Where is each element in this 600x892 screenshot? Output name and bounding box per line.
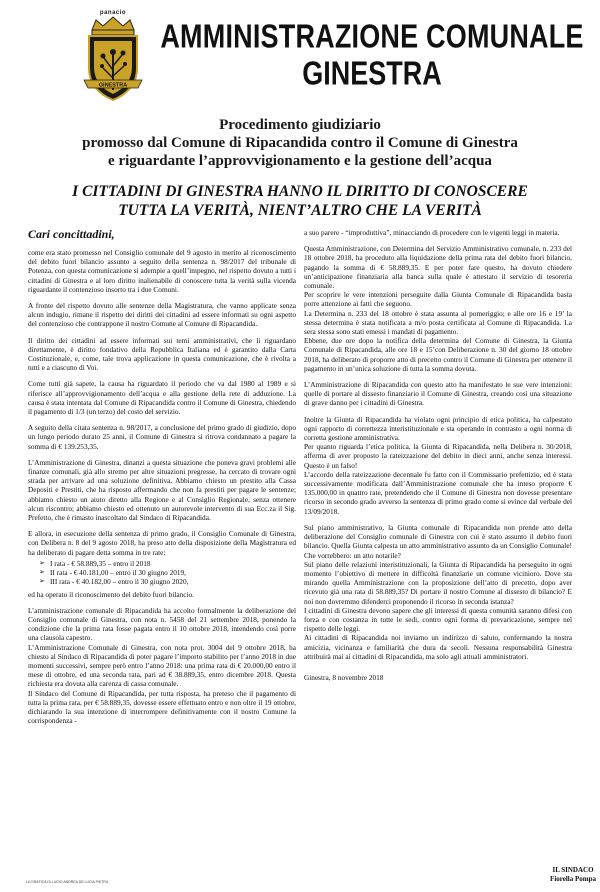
place-date: Ginestra, 8 novembre 2018: [304, 672, 384, 682]
header: [22, 0, 584, 112]
printer-note: LA GRAFICA DI LUCIO ANDREA DE LUCIA PIETRA: [26, 880, 109, 884]
paragraph: Come tutti già sapete, la causa ha riguardato il periodo che va dal 1980 al 1989 e si riferisce all’approvvigionamento dell’acqua e alla gestione della rete di adduzione. La causa è stata intentata dal Comune di Ripacandida contro il Comune di Ginestra, chiedendo il pagamento di 1/3 (un terzo) del costo del servizio.: [28, 379, 296, 417]
signature-role: IL SINDACO: [552, 866, 594, 874]
masthead-town: GINESTRA: [302, 54, 442, 92]
crest-band-text: GINESTRA: [98, 82, 128, 89]
paragraph: L’Amministrazione di Ginestra, dinanzi a questa situazione che poneva gravi problemi alle finanze comunali, già allo stremo per altre situazioni pregresse, ha cercato di trovare ogni strada per arrivare ad una soluzione definitiva. Abbiamo chiesto un prestito alla Cassa Depositi e Prestiti, che ha risposto affermando che non fa prestiti per pagare le sentenze; abbiamo chiesto un aiuto diretto alla Regione e al Consiglio Regionale, senza ottenere alcun riscontro; abbiamo chiesto ed ottenuto un autorevole intervento di sua Ecc.za il Sig. Prefetto, che è rimasto inascoltato dal Sindaco di Ripacandida.: [28, 457, 296, 523]
procedure-line-1: Procedimento giudiziario: [219, 117, 381, 133]
signature-name: Fiorella Pompa: [550, 875, 596, 883]
procedure-line-2: promosso dal Comune di Ripacandida contro il Comune di Ginestra: [82, 135, 518, 151]
paragraph: Per quanto riguarda l’etica politica, la Giunta di Ripacandida, nella Delibera n. 30/2018, afferma di aver proposto la rateizzazione del debito in dieci anni, anche senza interessi. Questo è un falso!: [304, 442, 572, 470]
paragraph: ed ha operato il riconoscimento del debito fuori bilancio.: [28, 589, 194, 599]
paragraph: Ai cittadini di Ripacandida noi inviamo un indirizzo di saluto, confermando la nostra amicizia, vicinanza e familiarità che dura da secoli. Nessuna responsabilità Ginestra attribuirà mai ai cittadini di Ripacandida, ma solo agli attuali amministratori.: [304, 633, 572, 661]
paragraph: E allora, in esecuzione della sentenza di primo grado, il Consiglio Comunale di Ginestra, con Delibera n. 8 del 9 agosto 2018, ha preso atto della disposizione della Magistratura ed ha deliberato di pagare detta somma in tre rate:: [28, 529, 296, 557]
slogan-heading: [22, 182, 578, 220]
left-column: [28, 228, 296, 868]
paragraph: L’accordo della rateizzazione decennale fu fatto con il Commissario prefettizio, ed è stata successivamente modificata dall’Amministrazione comunale che ha inteso proporre € 135.000,00 in quattro rate, pretendendo che il Comune di Ginestra non dovesse presentare ricorso in secondo grado avverso la sentenza di primo grado come si evince dal verbale del 13/09/2018.: [304, 469, 572, 516]
paragraph: Sul piano delle relazioni interistituzionali, la Giunta di Ripacandida ha perseguito in ogni momento l’obiettivo di mettere in difficoltà finanziarie un comune vicinioro. Dove sta mirando quella Amministrazione con la proposizione dell’atto di precetto, dopo aver ricevuto già una rata di 58.889,35? Di portare il nostro Comune al dissesto di bilancio? E noi non dovremmo difenderci proponendo il ricorso in seconda istanza?: [304, 559, 572, 606]
paragraph: Per scoprire le vere intenzioni perseguite dalla Giunta Comunale di Ripacandida basta porre attenzione ai fatti che seguono.: [304, 290, 572, 309]
paragraph: I cittadini di Ginestra devono sapere che gli interessi di questa comunità saranno difesi con forza e con costanza in tutte le sedi, contro ogni forma di prevaricazione, sempre nel rispetto delle leggi.: [304, 605, 572, 634]
installment-item: ➢ III rata - € 40.182,00 – entro il 30 giugno 2020,: [50, 577, 296, 586]
masthead: [152, 17, 592, 92]
paragraph: Inoltre la Giunta di Ripacandida ha violato ogni principio di etica politica, ha calpestato ogni rapporto di correttezza interistituzionale e sta operando in contrasto a ogni norma di corretta gestione amministrativa.: [304, 414, 572, 443]
greeting: Cari concittadini,: [28, 227, 115, 241]
right-column: [304, 228, 572, 868]
procedure-line-3: e riguardante l’approvvigionamento e la gestione dell’acqua: [108, 153, 492, 169]
paragraph: Il diritto dei cittadini ad essere informati sui temi amministrativi, che li riguardano direttamente, è diritto fondativo della Repubblica Italiana ed è garantito dalla Carta Costituzionale, e, come, tale trova applicazione in questa comunicazione, che è rivolta a tutti e a ciascuno di Voi.: [28, 335, 296, 373]
slogan-line-1: I CITTADINI DI GINESTRA HANNO IL DIRITTO DI CONOSCERE: [72, 183, 528, 200]
body-columns: [28, 228, 572, 868]
procedure-heading: [22, 116, 578, 170]
paragraph: Ebbene, due ore dopo la notifica della determina del Comune di Ginestra, la Giunta Comunale di Ripacandida, alle ore 18 e 15’con Deliberazione n. 30 del giorno 18 ottobre 2018, ha deliberato di proporre atto di precetto contro il Comune di Ginestra per ottenere il pagamento in un’unica soluzione di tutta la somma dovuta.: [304, 336, 572, 373]
masthead-title: AMMINISTRAZIONE COMUNALE: [160, 17, 584, 55]
paragraph: Questa Amministrazione, con Determina del Servizio Amministrativo comunale, n. 233 del 18 ottobre 2018, ha proceduto alla liquidazione della prima rata del debito fuori bilancio, pagando la somma di € 58.889,35. E per poter fare questo, ha dovuto chiedere un’anticipazione finanziaria alla banca sulla quale è attestato il servizio di tesoreria comunale.: [304, 244, 572, 291]
paragraph: L’amministrazione comunale di Ripacandida ha accolto formalmente la deliberazione del Consiglio comunale di Ginestra, con nota n. 5458 del 21 settembre 2018, ponendo la condizione che la prima rata fosse pagata entro il 10 ottobre 2018, intendendo così porre una clausola capestro.: [28, 605, 296, 643]
paragraph: Sul piano amministrativo, la Giunta comunale di Ripacandida non prende atto della deliberazione del Consiglio comunale di Ginestra con cui è stato assunto il debito fuori bilancio. Quella Giunta calpesta un atto amministrativo assunto da un Consiglio Comunale! Che vorrebbero: un atto notarile?: [304, 522, 572, 560]
paragraph: A seguito della citata sentenza n. 98/2017, a conclusione del primo grado di giudizio, dopo un lungo periodo durato 25 anni, il Comune di Ginestra si ritrova condannato a pagare la somma di € 139.253,35.: [28, 423, 296, 451]
paragraph: A fronte del rispetto dovuto alle sentenze della Magistratura, che vanno applicate senza alcun indugio, rimane il rispetto dei diritti dei cittadini ad essere informati su ogni aspetto del contenzioso che contrappone il nostro Comune al Comune di Ripacandida.: [28, 301, 296, 329]
paragraph: La Determina n. 233 del 18 ottobre è stata assunta al pomeriggio; e alle ore 16 e 19’ la stessa determina è stata notificata a m/o posta certificata al Comune di Ripacandida. La sera stessa sono stati emessi i mandati di pagamento.: [304, 308, 572, 337]
paragraph: Il Sindaco del Comune di Ripacandida, per tutta risposta, ha preteso che il pagamento di tutta la prima rata, per € 58.889,35, dovesse essere effettuato entro e non oltre il 19 ottobre, dichiarando la sua intenzione di interrompere definitivamente con il nostro Comune la corrispondenza -: [28, 688, 296, 726]
paragraph: come era stato promesso nel Consiglio comunale del 9 agosto in merito al riconoscimento del debito fuori bilancio assunto a seguito della sentenza n. 98/2017 del tribunale di Potenza, con questa comunicazione si adempie a quell’impegno, nel rispetto dovuto a tutti i cittadini di Ginestra e al loro diritto inalienabile di conoscere tutta la verità sulla vicenda riguardante il contenzioso insorto tra i due Comuni.: [28, 248, 296, 294]
municipal-crest-icon: [74, 10, 152, 106]
paragraph: L’Amministrazione di Ripacandida con questo atto ha manifestato le sue vere intenzioni: quelle di portare al dissesto finanziario il Comune di Ginestra, creando così una situazione di grave danno per i cittadini di Ginestra.: [304, 380, 572, 408]
slogan-line-2: TUTTA LA VERITÀ, NIENT’ALTRO CHE LA VERITÀ: [118, 202, 482, 219]
installment-item: ➢ II rata - € 40.181,00 – entro il 30 giugno 2019,: [50, 568, 296, 577]
paragraph: L’Amministrazione Comunale di Ginestra, con nota prot. 3004 del 9 ottobre 2018, ha chiesto al Sindaco di Ripacandida di poter pagare l’importo stabilito per l’anno 2018 in due momenti successivi, sempre però entro l’anno 2018: una prima rata di € 20.000,00 entro il mese di ottobre, ed una seconda rata, pari ad € 38.889,35, entro dicembre 2018. Questa richiesta era dovuta alla carenza di cassa comunale.: [28, 642, 296, 689]
installments-list: [28, 559, 296, 587]
signature-block: [550, 866, 596, 884]
installment-item: ➢ I rata - € 58.889,35 – entro il 2018: [50, 559, 296, 568]
paragraph: a suo parere - “improduttiva”, minacciando di procedere con le vigenti leggi in materia.: [304, 228, 560, 237]
crest-caption: panacio: [99, 10, 127, 16]
